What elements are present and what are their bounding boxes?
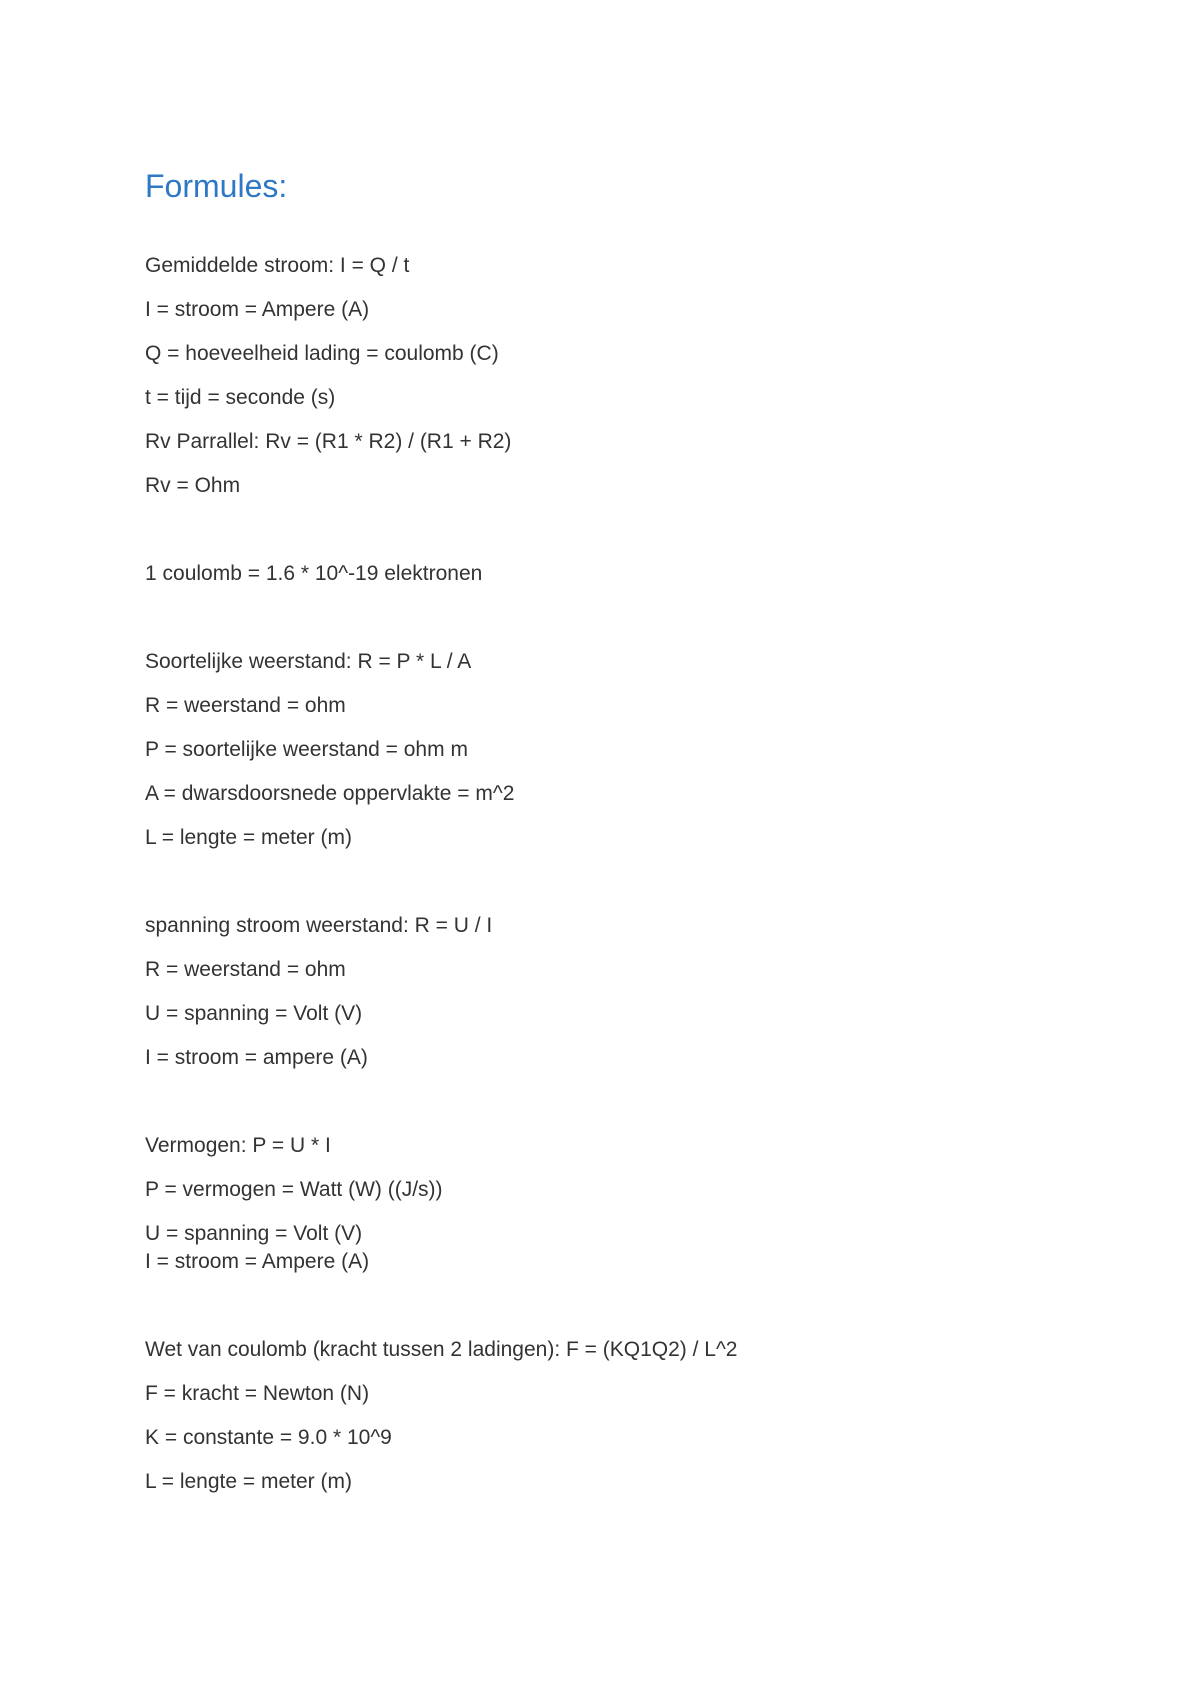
definition-line: R = weerstand = ohm <box>145 958 346 981</box>
page-title: Formules: <box>145 168 288 204</box>
definition-line: I = stroom = ampere (A) <box>145 1046 368 1069</box>
definition-line: Q = hoeveelheid lading = coulomb (C) <box>145 342 499 365</box>
definition-line: P = vermogen = Watt (W) ((J/s)) <box>145 1178 443 1201</box>
definition-line: L = lengte = meter (m) <box>145 1470 352 1493</box>
definition-line: U = spanning = Volt (V) <box>145 1002 363 1025</box>
coulomb-fact: 1 coulomb = 1.6 * 10^-19 elektronen <box>145 562 483 585</box>
definition-line: A = dwarsdoorsnede oppervlakte = m^2 <box>145 782 515 805</box>
formula-soortelijke-weerstand: Soortelijke weerstand: R = P * L / A <box>145 650 472 673</box>
definition-line: L = lengte = meter (m) <box>145 826 352 849</box>
definition-line: F = kracht = Newton (N) <box>145 1382 370 1405</box>
definition-line: I = stroom = Ampere (A) <box>145 298 370 321</box>
definition-line: P = soortelijke weerstand = ohm m <box>145 738 468 761</box>
formula-vermogen: Vermogen: P = U * I <box>145 1134 331 1157</box>
definition-line: K = constante = 9.0 * 10^9 <box>145 1426 392 1449</box>
definition-line: Rv = Ohm <box>145 474 241 497</box>
definition-line: U = spanning = Volt (V) <box>145 1222 363 1245</box>
formula-rv-parallel: Rv Parrallel: Rv = (R1 * R2) / (R1 + R2) <box>145 430 512 453</box>
definition-line: I = stroom = Ampere (A) <box>145 1250 370 1273</box>
formula-gemiddelde-stroom: Gemiddelde stroom: I = Q / t <box>145 254 410 277</box>
formula-wet-van-coulomb: Wet van coulomb (kracht tussen 2 ladingen): F = (KQ1Q2) / L^2 <box>145 1338 738 1361</box>
definition-line: t = tijd = seconde (s) <box>145 386 336 409</box>
definition-line: R = weerstand = ohm <box>145 694 346 717</box>
formula-spanning-stroom-weerstand: spanning stroom weerstand: R = U / I <box>145 914 493 937</box>
